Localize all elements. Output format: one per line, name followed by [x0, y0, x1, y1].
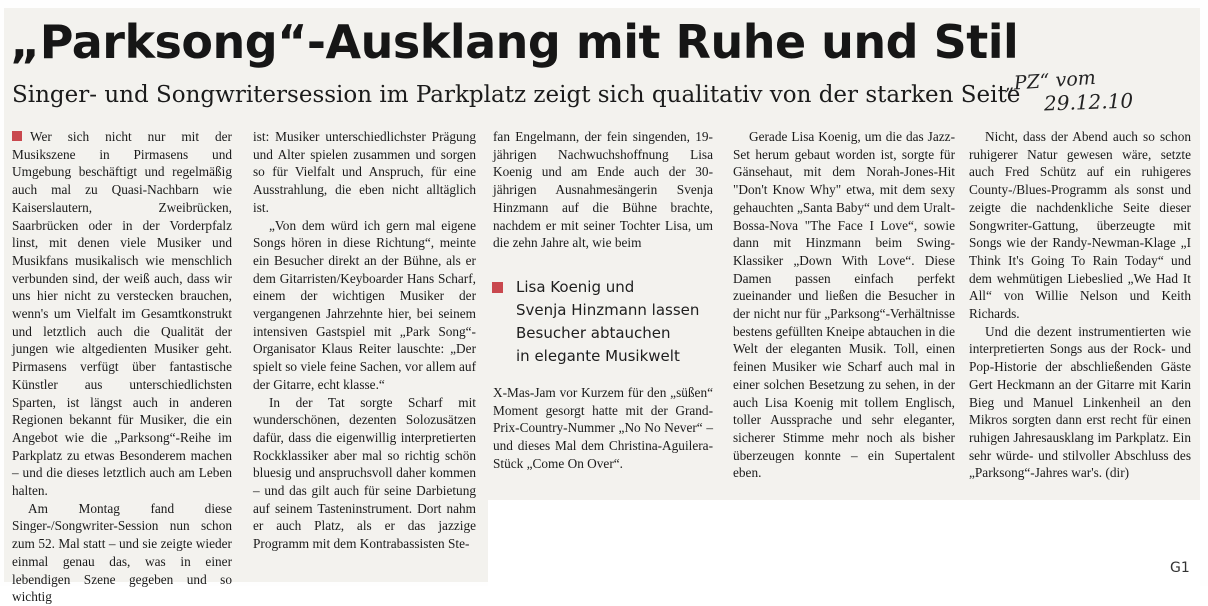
column-2-paragraph-2: „Von dem würd ich gern mal eigene Songs hören in diese Richtung“, meinte ein Besucher direkt an der Bühne, als er dem Gitarristen/Keyboarder Hans Scharf, einem der wichtigen Musiker der vergangenen Jahrzehnte hier, bei seinem intensiven Gastspiel mit „Park Song“-Organisator Klaus Reiter lauschte: „Der spielt so viele feine Sachen, vor allem auf der Gitarre, echt klasse.“: [253, 217, 476, 392]
pull-quote: [492, 276, 714, 368]
column-1-paragraph-2: Am Montag fand diese Singer-/Songwriter-Session nun schon zum 52. Mal statt – und sie zeigte wieder einmal genau das, was in einer lebendigen Szene gegeben und so wichtig: [12, 500, 232, 605]
pull-quote-line: Lisa Koenig und: [516, 278, 635, 296]
section-marker-square-icon: [12, 131, 22, 141]
pull-quote-line: Svenja Hinzmann lassen: [516, 301, 700, 319]
article-column-4: [733, 128, 955, 482]
handwritten-source-note: „PZ“ vom: [1003, 66, 1097, 96]
pull-quote-marker-square-icon: [492, 282, 503, 293]
column-2-paragraph-3: In der Tat sorgte Scharf mit wunderschönen, dezenten Solozusätzen dafür, dass die eigenwillig interpretierten Rockklassiker aber mal so richtig schön bluesig und anspruchsvoll daher kommen – und das gilt auch für seine Darbietung auf seinem Tasteninstrument. Dort nahm er auch Platz, als er das jazzige Programm mit dem Kontrabassisten Ste-: [253, 394, 476, 552]
column-3-paragraph-2: X-Mas-Jam vor Kurzem für den „süßen“ Moment gesorgt hatte mit der Grand-Prix-Country-Nummer „No No Never“ – und dieses Mal dem Christina-Aguilera-Stück „Come On Over“.: [493, 385, 713, 471]
handwritten-corner-mark: G1: [1170, 560, 1190, 576]
column-3-paragraph-1: fan Engelmann, der fein singenden, 19-jährigen Nachwuchshoffnung Lisa Koenig und am Ende auch der 30-jährigen Ausnahmesängerin Svenja Hinzmann auf die Bühne brachte, nachdem er mit seiner Tochter Lisa, um die zehn Jahre alt, wie beim: [493, 129, 713, 251]
pull-quote-line: Besucher abtauchen: [516, 324, 671, 342]
article-headline: „Parksong“-Ausklang mit Ruhe und Stil: [10, 15, 1019, 69]
article-column-5: [969, 128, 1191, 482]
article-column-2: [253, 128, 476, 553]
article-column-1: [12, 128, 232, 606]
handwritten-date-note: 29.12.10: [1043, 88, 1134, 116]
article-subheadline: Singer- und Songwritersession im Parkplatz zeigt sich qualitativ von der starken Seite: [12, 82, 1021, 108]
column-1-paragraph-1: Wer sich nicht nur mit der Musikszene in Pirmasens und Umgebung beschäftigt und regelmäßig auch mal zu Quasi-Nachbarn wie Kaiserslautern, Zweibrücken, Saarbrücken oder in der Vorderpfalz linst, mit denen viele Musiker und Musikfans musikalisch wie menschlich verbunden sind, der weiß auch, dass wir uns hier nicht zu verstecken brauchen, wenn's um Vielfalt im Gesamtkonstrukt und letztlich auch die Qualität der jungen wie altgedienten Musiker geht. Pirmasens verfügt über fantastische Künstler aus unterschiedlichsten Sparten, ist längst auch in anderen Regionen bekannt für Musiker, die ein Angebot wie die „Parksong“-Reihe im Parkplatz zu etwas Besonderem machen – und die dieses letztlich auch am Leben halten.: [12, 129, 232, 499]
article-column-3-continued: [493, 384, 713, 473]
clipping-cutout: [488, 500, 1200, 586]
column-4-paragraph-1: Gerade Lisa Koenig, um die das Jazz-Set herum gebaut worden ist, sorgte für Gänsehaut, mit dem Norah-Jones-Hit "Don't Know Why" etwa, mit dem sexy gehauchten „Santa Baby“ und dem Uralt-Bossa-Nova "The Face I Love“, sowie dann mit Hinzmann beim Swing-Klassiker „Down With Love“. Diese Damen passen einfach perfekt zueinander und ließen die Besucher in der nicht nur für „Parksong“-Verhältnisse bestens gefüllten Kneipe abtauchen in die Welt der eleganten Musik. Toll, einen feinen Musiker wie Scharf auch mal in einer solchen Besetzung zu sehen, in der auch Lisa Koenig mit tollem Englisch, toller Aussprache und sehr eleganter, sicherer Stimme mehr noch als bisher überzeugen konnte – ein Supertalent eben.: [733, 129, 955, 481]
column-2-paragraph-1: ist: Musiker unterschiedlichster Prägung und Alter spielen zusammen und sorgen so für Vielfalt und Anspruch, für eine Ausstrahlung, die eben nicht alltäglich ist.: [253, 129, 476, 215]
column-5-paragraph-2: Und die dezent instrumentierten wie interpretierten Songs aus der Rock- und Pop-Historie der abschließenden Gäste Gert Heckmann an der Gitarre mit Karin Bieg und Manuel Linkenheil an den Mikros sorgten dann erst recht für einen ruhigen Jahresausklang im Parkplatz. Ein sehr würde- und stilvoller Abschluss des „Parksong“-Jahres war's. (dir): [969, 323, 1191, 481]
column-5-paragraph-1: Nicht, dass der Abend auch so schon ruhigerer Natur gewesen wäre, setzte auch Fred Schütz auf ein ruhigeres County-/Blues-Programm als sonst und zeigte die nachdenkliche Seite dieser Songwriter-Gattung, überzeugte mit Songs wie der Randy-Newman-Klage „I Think It's Going To Rain Today“ und dem wehmütigen Liebeslied „We Had It All“ von Willie Nelson und Keith Richards.: [969, 129, 1191, 322]
article-column-3: [493, 128, 713, 252]
pull-quote-line: in elegante Musikwelt: [516, 347, 680, 365]
